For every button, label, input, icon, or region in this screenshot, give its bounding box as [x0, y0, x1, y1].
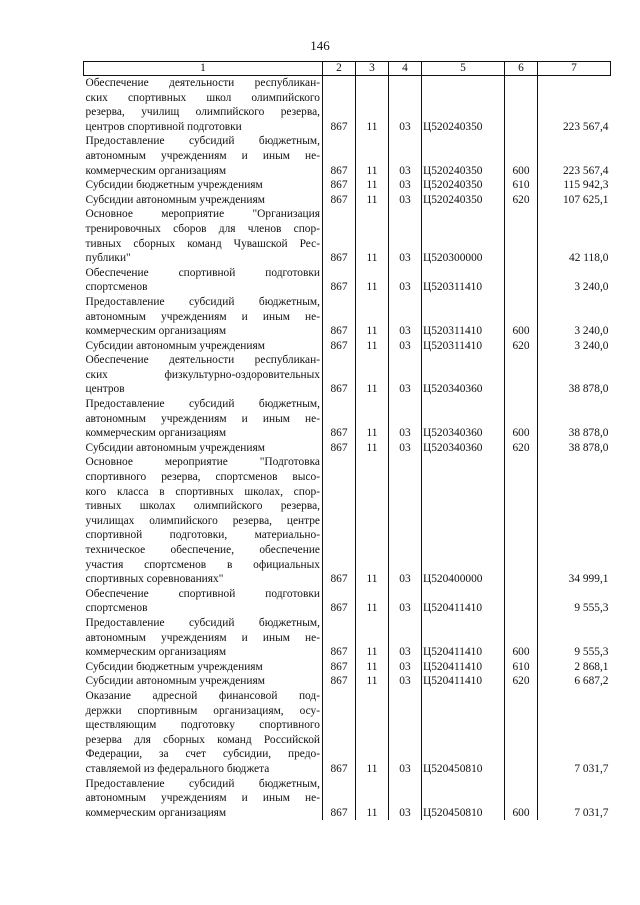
item-name-cell — [84, 587, 323, 616]
subsection-code-cell: 03 — [389, 674, 422, 689]
target-article-cell: Ц520340360 — [422, 397, 505, 441]
subsection-code-cell: 03 — [389, 660, 422, 675]
page-number: 146 — [310, 38, 330, 53]
subsection-code-cell: 03 — [389, 339, 422, 354]
amount-cell: 34 999,1 — [538, 455, 611, 586]
item-name-line: центров — [85, 383, 125, 396]
item-name-cell — [84, 353, 323, 397]
subsection-code-cell: 03 — [389, 587, 422, 616]
section-code-cell: 11 — [356, 353, 389, 397]
amount-cell: 42 118,0 — [538, 207, 611, 265]
item-name-line: публики" — [85, 252, 131, 265]
table-row — [84, 353, 611, 397]
section-code-cell: 11 — [356, 674, 389, 689]
expense-type-cell: 610 — [505, 178, 538, 193]
section-code-cell: 11 — [356, 207, 389, 265]
target-article-cell: Ц520311410 — [422, 266, 505, 295]
item-name-line: Субсидии автономным учреждениям — [85, 339, 265, 352]
expense-type-cell — [505, 455, 538, 586]
item-name-line: Субсидии автономным учреждениям — [85, 675, 265, 688]
ministry-code-cell: 867 — [323, 339, 356, 354]
item-name-line: ществляющим подготовку спортивного — [85, 719, 320, 732]
column-header: 4 — [389, 62, 422, 76]
item-name-line: Обеспечение спортивной подготовки — [85, 266, 320, 279]
item-name-cell — [84, 397, 323, 441]
item-name-line: автономным учреждениям и иным не- — [85, 792, 320, 805]
item-name-line: спортсменов — [85, 602, 148, 615]
item-name-line: коммерческим организациям — [85, 164, 227, 177]
item-name-line: Обеспечение спортивной подготовки — [85, 587, 320, 600]
section-code-cell: 11 — [356, 193, 389, 208]
column-header: 2 — [323, 62, 356, 76]
item-name-line: Предоставление субсидий бюджетным, — [85, 135, 320, 148]
item-name-line: резерва, училищ олимпийского резерва, — [85, 106, 320, 119]
item-name-cell — [84, 441, 323, 456]
item-name-line: спортивного резерва, спортсменов высо- — [85, 471, 320, 484]
expense-type-cell: 620 — [505, 441, 538, 456]
budget-table — [83, 61, 611, 820]
target-article-cell: Ц520311410 — [422, 339, 505, 354]
amount-cell: 7 031,7 — [538, 777, 611, 821]
section-code-cell: 11 — [356, 134, 389, 178]
amount-cell: 3 240,0 — [538, 266, 611, 295]
amount-cell: 9 555,3 — [538, 616, 611, 660]
subsection-code-cell: 03 — [389, 76, 422, 135]
section-code-cell: 11 — [356, 441, 389, 456]
subsection-code-cell: 03 — [389, 689, 422, 777]
item-name-line: тивных школах олимпийского резерва, — [85, 500, 320, 513]
table-row — [84, 674, 611, 689]
table-row — [84, 689, 611, 777]
amount-cell: 38 878,0 — [538, 441, 611, 456]
ministry-code-cell: 867 — [323, 660, 356, 675]
item-name-cell — [84, 674, 323, 689]
section-code-cell: 11 — [356, 266, 389, 295]
item-name-cell — [84, 339, 323, 354]
amount-cell: 107 625,1 — [538, 193, 611, 208]
table-body — [84, 76, 611, 821]
amount-cell: 223 567,4 — [538, 76, 611, 135]
ministry-code-cell: 867 — [323, 193, 356, 208]
item-name-line: училищах олимпийского резерва, центре — [85, 514, 320, 527]
target-article-cell: Ц520240350 — [422, 76, 505, 135]
subsection-code-cell: 03 — [389, 134, 422, 178]
subsection-code-cell: 03 — [389, 207, 422, 265]
section-code-cell: 11 — [356, 178, 389, 193]
column-header: 3 — [356, 62, 389, 76]
section-code-cell: 11 — [356, 616, 389, 660]
item-name-line: резерва для сборных команд Российской — [85, 733, 320, 746]
item-name-line: автономным учреждениям и иным не- — [85, 310, 320, 323]
table-row — [84, 777, 611, 821]
item-name-line: коммерческим организациям — [85, 325, 227, 338]
item-name-line: автономным учреждениям и иным не- — [85, 631, 320, 644]
target-article-cell: Ц520240350 — [422, 134, 505, 178]
ministry-code-cell: 867 — [323, 134, 356, 178]
table-row — [84, 660, 611, 675]
item-name-line: Субсидии бюджетным учреждениям — [85, 179, 263, 192]
target-article-cell: Ц520240350 — [422, 178, 505, 193]
item-name-line: спортивных соревнованиях" — [85, 573, 224, 586]
item-name-cell — [84, 193, 323, 208]
ministry-code-cell: 867 — [323, 353, 356, 397]
expense-type-cell — [505, 689, 538, 777]
target-article-cell: Ц520400000 — [422, 455, 505, 586]
item-name-line: коммерческим организациям — [85, 806, 227, 819]
item-name-cell — [84, 616, 323, 660]
expense-type-cell — [505, 587, 538, 616]
table-row — [84, 266, 611, 295]
ministry-code-cell: 867 — [323, 777, 356, 821]
item-name-line: Предоставление субсидий бюджетным, — [85, 616, 320, 629]
target-article-cell: Ц520311410 — [422, 295, 505, 339]
item-name-line: Обеспечение деятельности республикан- — [85, 77, 320, 89]
item-name-line: кого класса в спортивных школах, спор- — [85, 485, 320, 498]
item-name-line: Субсидии автономным учреждениям — [85, 441, 265, 454]
section-code-cell: 11 — [356, 777, 389, 821]
ministry-code-cell: 867 — [323, 587, 356, 616]
item-name-line: ских физкультурно-оздоровительных — [85, 368, 320, 381]
item-name-line: тивных сборных команд Чувашской Рес- — [85, 237, 320, 250]
subsection-code-cell: 03 — [389, 777, 422, 821]
expense-type-cell — [505, 266, 538, 295]
subsection-code-cell: 03 — [389, 397, 422, 441]
target-article-cell: Ц520411410 — [422, 674, 505, 689]
item-name-line: центров спортивной подготовки — [85, 120, 242, 133]
target-article-cell: Ц520450810 — [422, 777, 505, 821]
section-code-cell: 11 — [356, 397, 389, 441]
target-article-cell: Ц520450810 — [422, 689, 505, 777]
item-name-line: ских спортивных школ олимпийского — [85, 91, 320, 104]
item-name-line: Основное мероприятие "Организация — [85, 208, 320, 221]
section-code-cell: 11 — [356, 455, 389, 586]
item-name-line: Федерации, за счет субсидии, предо- — [85, 748, 320, 761]
item-name-cell — [84, 76, 323, 135]
table-header-row — [84, 62, 611, 76]
item-name-line: спортивной подготовки, материально- — [85, 529, 320, 542]
target-article-cell: Ц520411410 — [422, 660, 505, 675]
item-name-line: спортсменов — [85, 281, 148, 294]
target-article-cell: Ц520340360 — [422, 353, 505, 397]
subsection-code-cell: 03 — [389, 353, 422, 397]
section-code-cell: 11 — [356, 689, 389, 777]
column-header: 1 — [84, 62, 323, 76]
table-row — [84, 178, 611, 193]
expense-type-cell: 620 — [505, 339, 538, 354]
subsection-code-cell: 03 — [389, 441, 422, 456]
ministry-code-cell: 867 — [323, 397, 356, 441]
expense-type-cell: 600 — [505, 777, 538, 821]
item-name-cell — [84, 266, 323, 295]
expense-type-cell — [505, 207, 538, 265]
ministry-code-cell: 867 — [323, 76, 356, 135]
ministry-code-cell: 867 — [323, 178, 356, 193]
subsection-code-cell: 03 — [389, 193, 422, 208]
subsection-code-cell: 03 — [389, 178, 422, 193]
table-row — [84, 587, 611, 616]
subsection-code-cell: 03 — [389, 616, 422, 660]
target-article-cell: Ц520240350 — [422, 193, 505, 208]
subsection-code-cell: 03 — [389, 295, 422, 339]
amount-cell: 3 240,0 — [538, 295, 611, 339]
amount-cell: 38 878,0 — [538, 397, 611, 441]
column-header: 7 — [538, 62, 611, 76]
table-row — [84, 295, 611, 339]
table-row — [84, 76, 611, 135]
item-name-cell — [84, 777, 323, 821]
ministry-code-cell: 867 — [323, 689, 356, 777]
item-name-line: ставляемой из федерального бюджета — [85, 762, 270, 775]
item-name-line: тренировочных сборов для членов спор- — [85, 222, 320, 235]
target-article-cell: Ц520300000 — [422, 207, 505, 265]
item-name-line: техническое обеспечение, обеспечение — [85, 544, 320, 556]
expense-type-cell: 620 — [505, 674, 538, 689]
amount-cell: 6 687,2 — [538, 674, 611, 689]
ministry-code-cell: 867 — [323, 207, 356, 265]
expense-type-cell: 600 — [505, 616, 538, 660]
expense-type-cell: 600 — [505, 134, 538, 178]
table-row — [84, 455, 611, 586]
amount-cell: 9 555,3 — [538, 587, 611, 616]
table-row — [84, 339, 611, 354]
column-header: 5 — [422, 62, 505, 76]
table-row — [84, 207, 611, 265]
item-name-cell — [84, 455, 323, 586]
table-row — [84, 616, 611, 660]
subsection-code-cell: 03 — [389, 266, 422, 295]
expense-type-cell — [505, 76, 538, 135]
ministry-code-cell: 867 — [323, 266, 356, 295]
target-article-cell: Ц520340360 — [422, 441, 505, 456]
amount-cell: 115 942,3 — [538, 178, 611, 193]
item-name-line: автономным учреждениям и иным не- — [85, 412, 320, 425]
target-article-cell: Ц520411410 — [422, 616, 505, 660]
item-name-cell — [84, 689, 323, 777]
item-name-cell — [84, 295, 323, 339]
section-code-cell: 11 — [356, 660, 389, 675]
ministry-code-cell: 867 — [323, 616, 356, 660]
target-article-cell: Ц520411410 — [422, 587, 505, 616]
amount-cell: 7 031,7 — [538, 689, 611, 777]
ministry-code-cell: 867 — [323, 441, 356, 456]
expense-type-cell: 600 — [505, 295, 538, 339]
expense-type-cell: 620 — [505, 193, 538, 208]
table-row — [84, 193, 611, 208]
item-name-line: коммерческим организациям — [85, 646, 227, 659]
amount-cell: 223 567,4 — [538, 134, 611, 178]
amount-cell: 3 240,0 — [538, 339, 611, 354]
expense-type-cell: 600 — [505, 397, 538, 441]
item-name-line: Предоставление субсидий бюджетным, — [85, 398, 320, 411]
expense-type-cell — [505, 353, 538, 397]
section-code-cell: 11 — [356, 295, 389, 339]
item-name-cell — [84, 660, 323, 675]
amount-cell: 38 878,0 — [538, 353, 611, 397]
section-code-cell: 11 — [356, 339, 389, 354]
table-row — [84, 441, 611, 456]
table-row — [84, 134, 611, 178]
item-name-line: Обеспечение деятельности республикан- — [85, 354, 320, 367]
item-name-line: Предоставление субсидий бюджетным, — [85, 777, 320, 790]
section-code-cell: 11 — [356, 76, 389, 135]
item-name-cell — [84, 134, 323, 178]
item-name-line: Субсидии автономным учреждениям — [85, 193, 265, 206]
subsection-code-cell: 03 — [389, 455, 422, 586]
item-name-line: держки спортивным организациям, осу- — [85, 704, 320, 717]
ministry-code-cell: 867 — [323, 295, 356, 339]
item-name-line: Субсидии бюджетным учреждениям — [85, 660, 263, 673]
ministry-code-cell: 867 — [323, 455, 356, 586]
item-name-cell — [84, 207, 323, 265]
item-name-line: Оказание адресной финансовой под- — [85, 689, 320, 702]
item-name-line: Предоставление субсидий бюджетным, — [85, 295, 320, 308]
item-name-line: участия спортсменов в официальных — [85, 558, 320, 571]
amount-cell: 2 868,1 — [538, 660, 611, 675]
item-name-line: автономным учреждениям и иным не- — [85, 149, 320, 162]
item-name-line: Основное мероприятие "Подготовка — [85, 456, 320, 469]
section-code-cell: 11 — [356, 587, 389, 616]
ministry-code-cell: 867 — [323, 674, 356, 689]
table-row — [84, 397, 611, 441]
expense-type-cell: 610 — [505, 660, 538, 675]
column-header: 6 — [505, 62, 538, 76]
item-name-line: коммерческим организациям — [85, 427, 227, 440]
item-name-cell — [84, 178, 323, 193]
